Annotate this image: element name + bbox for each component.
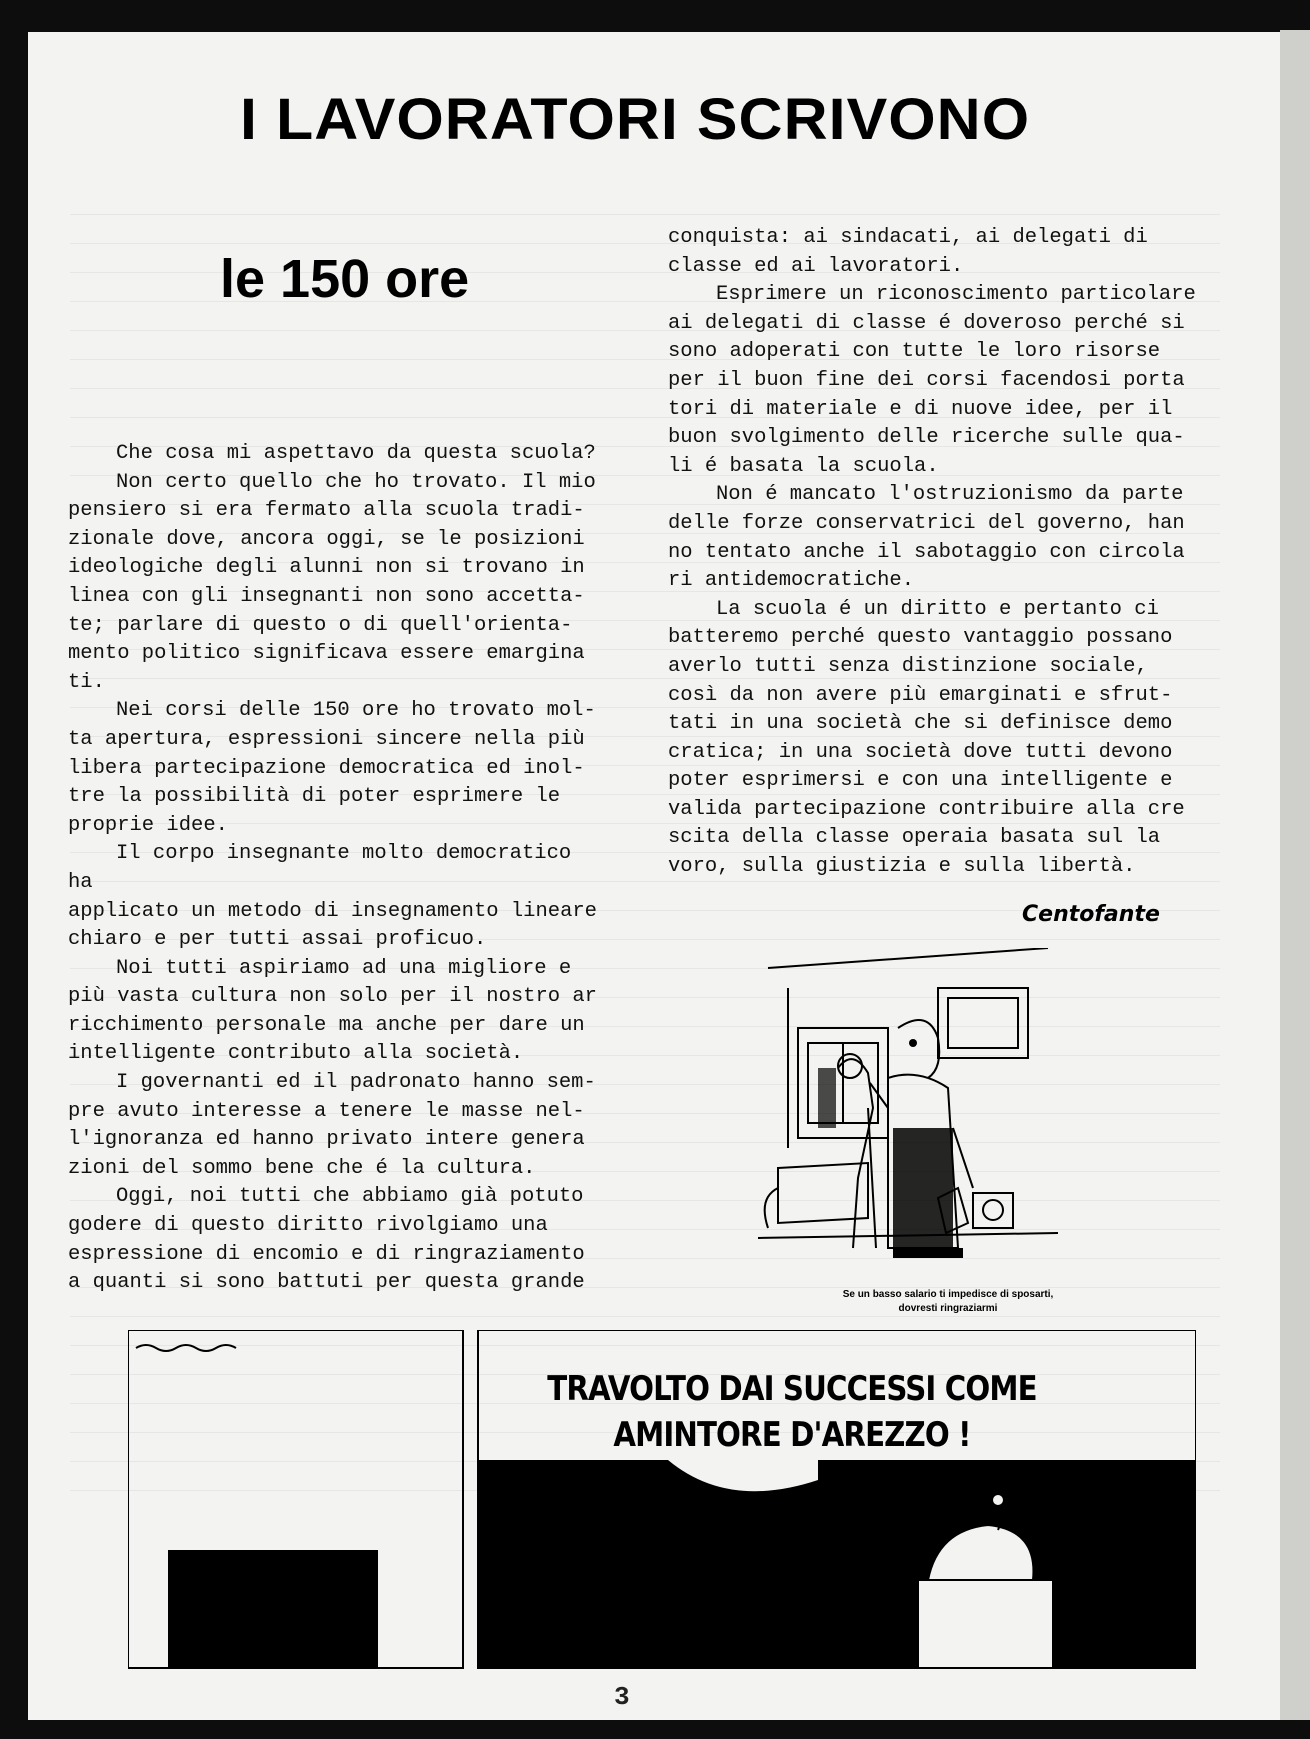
paragraph: Non certo quello che ho trovato. Il mio pensiero si era fermato alla scuola tradi- zionale dove, ancora oggi, se le posizioni ideologiche degli alunni non si trovano in linea con gli insegnanti non sono accetta- te; parlare di questo o di quell'orienta- mento politico significava essere emargina ti. bbox=[68, 470, 596, 694]
cartoon-illustration bbox=[758, 948, 1058, 1278]
page-number: 3 bbox=[614, 1682, 630, 1712]
cartoon-caption: Se un basso salario ti impedisce di sposarti, dovresti ringraziarmi bbox=[842, 1289, 1054, 1314]
comic-headline: TRAVOLTO DAI SUCCESSI COME AMINTORE D'AREZZO ! bbox=[547, 1369, 1037, 1455]
article-title: le 150 ore bbox=[220, 249, 470, 309]
paragraph: Che cosa mi aspettavo da questa scuola? bbox=[116, 442, 596, 465]
article-column-left bbox=[68, 440, 608, 1298]
paragraph: Il corpo insegnante molto democratico ha applicato un metodo di insegnamento lineare chiaro e per tutti assai proficuo. bbox=[68, 842, 597, 952]
paragraph: La scuola é un diritto e pertanto ci batteremo perché questo vantaggio possano averlo tutti senza distinzione sociale, così da non avere più emarginati e sfrut- tati in una società che si definisce demo cratica; in una società dove tutti devono poter esprimersi e con una intelligente e valida partecipazione contribuire alla cre scita della classe operaia basata sul la voro, sulla giustizia e sulla libertà. bbox=[668, 597, 1185, 879]
paragraph: Noi tutti aspiriamo ad una migliore e più vasta cultura non solo per il nostro ar ricchimento personale ma anche per dare un intelligente contributo alla società. bbox=[68, 956, 597, 1066]
paragraph: Oggi, noi tutti che abbiamo già potuto godere di questo diritto rivolgiamo una espressione di encomio e di ringraziamento a quanti si sono battuti per questa grande bbox=[68, 1185, 585, 1295]
page-edge bbox=[1280, 30, 1310, 1720]
paragraph: Nei corsi delle 150 ore ho trovato mol- ta apertura, espressioni sincere nella più libera partecipazione democratica ed inol- tre la possibilità di poter esprimere le proprie idee. bbox=[68, 699, 596, 837]
paragraph: conquista: ai sindacati, ai delegati di classe ed ai lavoratori. bbox=[668, 226, 1148, 278]
paragraph: Esprimere un riconoscimento particolare ai delegati di classe é doveroso perché si sono adoperati con tutte le loro risorse per il buon fine dei corsi facendosi porta tori di materiale e di nuove idee, per il buon svolgimento delle ricerche sulle qua- li é basata la scuola. bbox=[668, 283, 1196, 478]
paragraph: I governanti ed il padronato hanno sem- pre avuto interesse a tenere le masse nel- l'ignoranza ed hanno privato intere genera zioni del sommo bene che é la cultura. bbox=[68, 1071, 596, 1180]
page-title: I LAVORATORI SCRIVONO bbox=[240, 87, 1031, 152]
author-signature: Centofante bbox=[1022, 902, 1160, 927]
article-column-right bbox=[668, 224, 1208, 882]
paragraph: Non é mancato l'ostruzionismo da parte delle forze conservatrici del governo, han no tentato anche il sabotaggio con circola ri antidemocratiche. bbox=[668, 483, 1185, 593]
